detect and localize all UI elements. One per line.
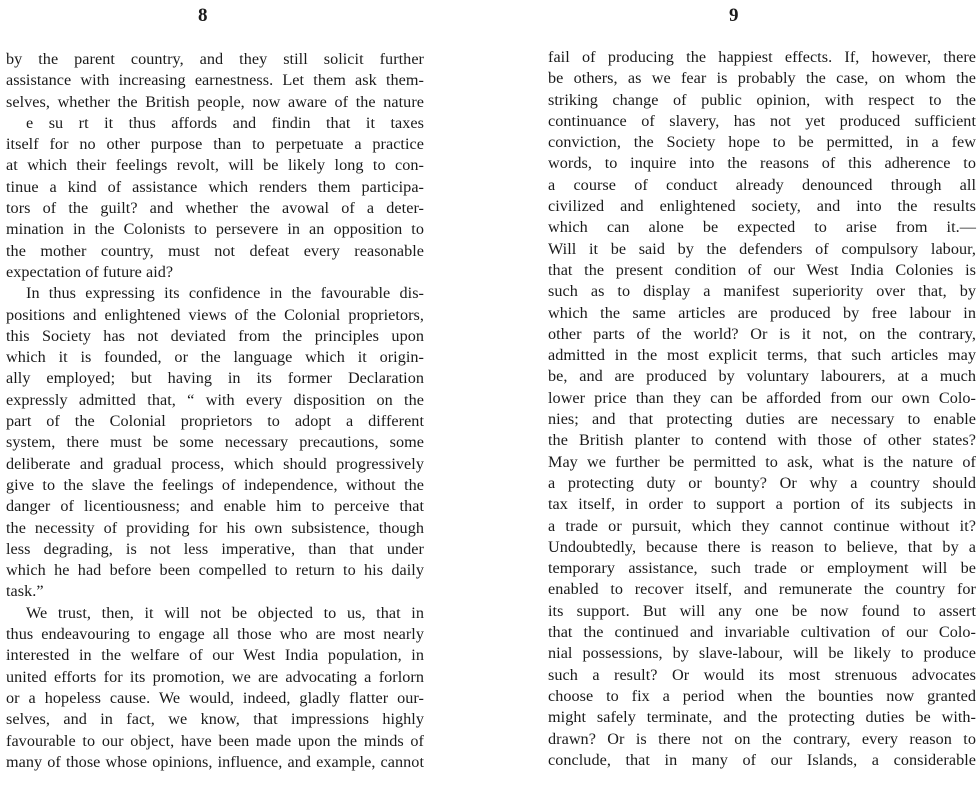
text-line: a trade or pursuit, which they cannot continue without it? [548,516,976,535]
text-line: Will it be said by the defenders of compulsory labour, [548,239,976,258]
text-line: tax itself, in order to support a portion of its subjects in [548,495,976,514]
text-line: which the same articles are produced by free labour in [548,303,976,322]
text-line: May we further be permitted to ask, what is the nature of [548,452,976,471]
text-line: In thus expressing its confidence in the favourable dis- [26,284,424,303]
text-line: give to the slave the feelings of independence, without the [6,475,424,494]
text-line: deliberate and gradual process, which should progressively [6,454,424,473]
text-line: part of the Colonial proprietors to adopt a different [6,412,424,431]
text-line: Undoubtedly, because there is reason to believe, that by a [548,537,976,556]
text-line: danger of licentiousness; and enable him to perceive that [6,497,424,516]
text-line: admitted in the most explicit terms, that such articles may [548,346,976,365]
text-line: such as to display a manifest superiority over that, by [548,282,976,301]
text-line: conviction, the Society hope to be permitted, in a few [548,133,976,152]
text-line: the mother country, must not defeat every reasonable [6,241,424,260]
text-line: interested in the welfare of our West India population, in [6,646,424,665]
text-line: or a hopeless cause. We would, indeed, gladly flatter our- [6,688,424,707]
text-line: favourable to our object, have been made upon the minds of [6,731,424,750]
text-line: We trust, then, it will not be objected to us, that in [26,603,424,622]
text-line: ally employed; but having in its former Declaration [6,369,424,388]
text-line: united efforts for its promotion, we are advocating a forlorn [6,667,424,686]
text-line: words, to inquire into the reasons of this adherence to [548,154,976,173]
text-line: choose to fix a period when the bounties now granted [548,686,976,705]
text-line: e su rt it thus affords and findin that it taxes [26,113,424,132]
text-line: itself for no other purpose than to perpetuate a practice [6,135,424,154]
text-line: task.” [6,582,44,601]
right-page-number: 9 [729,5,739,26]
text-line: that the continued and invariable cultivation of our Colo- [548,623,976,642]
text-line: selves, whether the British people, now aware of the nature [6,92,424,111]
text-line: which can alone be expected to arise from it.— [548,218,976,237]
text-line: tors of the guilt? and whether the avowal of a deter- [6,199,424,218]
left-page-number: 8 [198,5,208,26]
text-line: nies; and that protecting duties are necessary to enable [548,410,976,429]
text-line: selves, and in fact, we know, that impressions highly [6,710,424,729]
text-line: mination in the Colonists to persevere in an opposition to [6,220,424,239]
text-line: which it is founded, or the language which it origin- [6,348,424,367]
text-line: this Society has not deviated from the principles upon [6,326,424,345]
text-line: tinue a kind of assistance which renders them participa- [6,177,424,196]
text-line: enabled to recover itself, and remunerate the country for [548,580,976,599]
text-line: a protecting duty or bounty? Or why a country should [548,473,976,492]
text-line: a course of conduct already denounced through all [548,175,976,194]
text-line: by the parent country, and they still solicit further [6,50,424,68]
text-line: which he had before been compelled to return to his daily [6,561,424,580]
left-page-text [6,49,424,773]
text-line: might safely terminate, and the protecting duties be with- [548,708,976,727]
text-line: positions and enlightened views of the Colonial proprietors, [6,305,424,324]
text-line: conclude, that in many of our Islands, a considerable [548,750,976,769]
text-line: its support. But will any one be now found to assert [548,601,976,620]
text-line: fail of producing the happiest effects. If, however, there [548,48,976,66]
text-line: such a result? Or would its most strenuous advocates [548,665,976,684]
text-line: the necessity of providing for his own subsistence, though [6,518,424,537]
text-line: at which their feelings revolt, will be likely long to con- [6,156,424,175]
text-line: civilized and enlightened society, and into the results [548,197,976,216]
text-line: system, there must be some necessary precautions, some [6,433,424,452]
right-page [546,0,980,787]
text-line: lower price than they can be afforded from our own Colo- [548,388,976,407]
text-line: expectation of future aid? [6,262,174,281]
text-line: be, and are produced by voluntary labourers, at a much [548,367,976,386]
text-line: less degrading, is not less imperative, than that under [6,539,424,558]
text-line: be others, as we fear is probably the case, on whom the [548,69,976,88]
text-line: thus endeavouring to engage all those who are most nearly [6,625,424,644]
text-line: assistance with increasing earnestness. Let them ask them- [6,71,424,90]
text-line: other parts of the world? Or is it not, on the contrary, [548,324,976,343]
text-line: drawn? Or is there not on the contrary, every reason to [548,729,976,748]
text-line: nial possessions, by slave-labour, will be likely to produce [548,644,976,663]
text-line: the British planter to contend with those of other states? [548,431,976,450]
text-line: expressly admitted that, “ with every disposition on the [6,390,424,409]
text-line: striking change of public opinion, with respect to the [548,90,976,109]
right-page-text [548,47,976,771]
text-line: temporary assistance, such trade or employment will be [548,559,976,578]
text-line: that the present condition of our West India Colonies is [548,260,976,279]
text-line: continuance of slavery, has not yet produced sufficient [548,111,976,130]
text-line: many of those whose opinions, influence, and example, cannot [6,752,424,771]
left-page [0,0,432,787]
